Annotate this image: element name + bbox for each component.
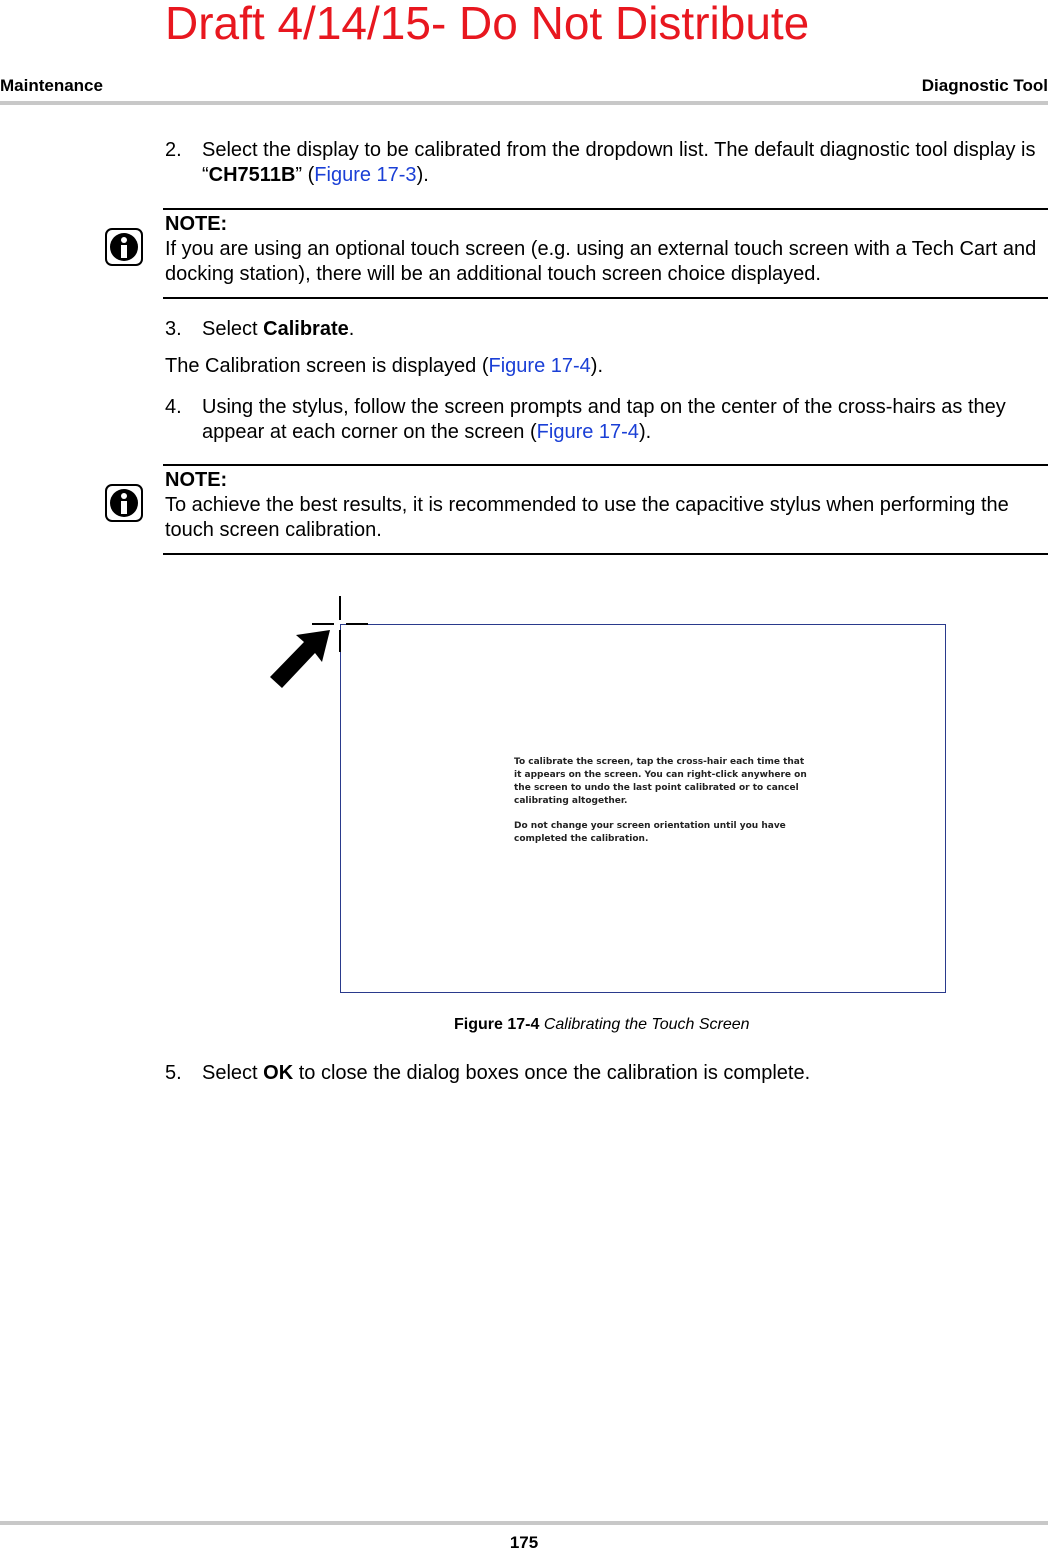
crosshair-target[interactable] — [260, 590, 370, 700]
draft-watermark: Draft 4/14/15- Do Not Distribute — [165, 0, 810, 49]
info-icon — [105, 228, 143, 266]
step-text-part: . — [348, 318, 355, 340]
calibration-instructions — [514, 756, 814, 858]
paragraph — [165, 354, 1048, 379]
step-number: 2. — [165, 139, 182, 161]
step-text-part: ). — [416, 164, 429, 186]
step-text — [202, 1061, 1048, 1086]
step-2 — [165, 138, 1048, 188]
step-text-part: ” ( — [295, 164, 315, 186]
para-text-part: The Calibration screen is displayed ( — [165, 355, 489, 377]
ok-label: OK — [263, 1062, 294, 1084]
step-text-part: Select the display to be calibrated from the dropdown list. The default diagnostic tool display is “ — [202, 139, 1036, 186]
figure-number: Figure 17-4 — [454, 1016, 540, 1033]
pointer-arrow-icon — [270, 630, 330, 688]
figure-link[interactable]: Figure 17-4 — [536, 421, 639, 443]
para-text-part: ). — [590, 355, 603, 377]
calibration-screen — [340, 624, 946, 993]
step-number: 3. — [165, 318, 182, 340]
step-text — [202, 317, 1048, 342]
info-icon — [105, 484, 143, 522]
figure-link[interactable]: Figure 17-4 — [488, 355, 591, 377]
step-4 — [165, 395, 1048, 445]
note-text: If you are using an optional touch screen (e.g. using an external touch screen with a Tech Cart and docking station), there will be an additional touch screen choice displayed. — [165, 238, 1037, 285]
step-text-part: Select — [202, 318, 264, 340]
step-5 — [165, 1061, 1048, 1086]
note-label: NOTE: — [165, 213, 228, 235]
note-box — [163, 208, 1048, 299]
figure-title: Calibrating the Touch Screen — [543, 1016, 750, 1033]
step-text-part: Select — [202, 1062, 264, 1084]
step-text-part: ). — [638, 421, 652, 443]
page-number: 175 — [509, 1533, 539, 1552]
step-number: 5. — [165, 1062, 182, 1084]
footer-divider — [0, 1521, 1048, 1525]
calibrate-label: Calibrate — [263, 318, 349, 340]
header-divider — [0, 101, 1048, 105]
device-name: CH7511B — [208, 164, 296, 186]
note-label: NOTE: — [165, 469, 228, 491]
step-3 — [165, 317, 1048, 342]
note-text: To achieve the best results, it is recommended to use the capacitive stylus when performing the touch screen calibration. — [165, 494, 1009, 541]
step-number: 4. — [165, 396, 182, 418]
step-text — [202, 395, 1048, 445]
calibration-warning: Do not change your screen orientation until you have completed the calibration. — [514, 821, 786, 844]
step-text — [202, 138, 1048, 188]
figure-caption — [454, 1016, 750, 1034]
calibration-message: To calibrate the screen, tap the cross-hair each time that it appears on the screen. You can right-click anywhere on the screen to undo the last point calibrated or to cancel calibrating altogether. — [514, 757, 807, 806]
step-text-part: to close the dialog boxes once the calibration is complete. — [293, 1062, 811, 1084]
header-chapter-title: Diagnostic Tool — [921, 76, 1048, 95]
figure-link[interactable]: Figure 17-3 — [314, 164, 417, 186]
header-section-title: Maintenance — [0, 76, 103, 95]
note-box — [163, 464, 1048, 555]
step-text-part: Using the stylus, follow the screen prompts and tap on the center of the cross-hairs as they appear at each corner on the screen ( — [202, 396, 1006, 443]
